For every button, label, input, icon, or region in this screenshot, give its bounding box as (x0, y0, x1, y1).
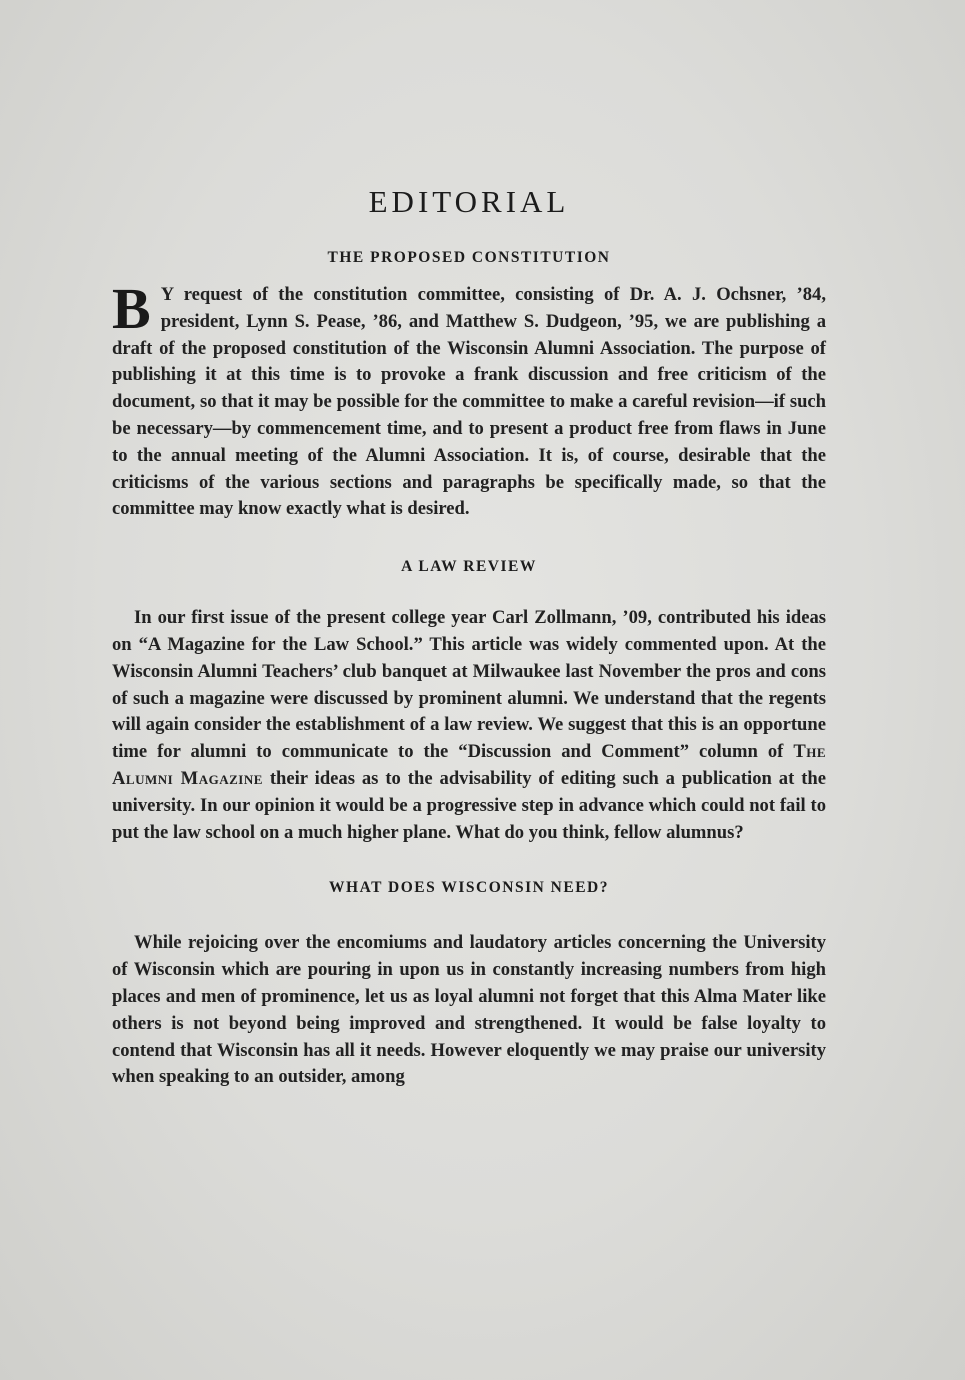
page-title: EDITORIAL (368, 184, 570, 219)
section-heading: A LAW REVIEW (401, 558, 537, 576)
section-wisconsin-need (112, 876, 826, 1091)
section-text: Y request of the constitution committee, consisting of Dr. A. J. Ochsner, ’84, president, Lynn S. Pease, ’86, and Matthew S. Dudgeon, ’95, we are publishing a draft of the proposed constitution of the Wisconsin Alumni Association. The purpose of publishing it at this time is to provoke a frank discussion and free criticism of the document, so that it may be possible for the committee to make a careful revision—if such be necessary—by commencement time, and to present a product free from flaws in June to the annual meeting of the Alumni Association. It is, of course, desirable that the criticisms of the various sections and paragraphs be specifically made, so that the committee may know exactly what is desired. (112, 284, 826, 520)
section-body (112, 930, 826, 1091)
magazine-name: The Alumni Magazine (112, 741, 826, 789)
drop-cap: B (112, 276, 151, 341)
section-text-before: In our first issue of the present college year Carl Zollmann, ’09, contributed his ideas on “A Magazine for the Law School.” This article was widely commented upon. At the Wisconsin Alumni Teachers’ club banquet at Milwaukee last November the pros and cons of such a magazine were discussed by prominent alumni. We understand that the regents will again consider the establishment of a law review. We suggest that this is an opportune time for alumni to communicate to the “Discussion and Comment” column of (112, 607, 826, 763)
section-body (112, 276, 826, 523)
section-text: While rejoicing over the encomiums and laudatory articles concerning the University of Wisconsin which are pouring in upon us in constantly increasing numbers from high places and men of prominence, let us as loyal alumni not forget that this Alma Mater like others is not beyond being improved and strengthened. It would be false loyalty to contend that Wisconsin has all it needs. However eloquently we may praise our university when speaking to an outsider, among (112, 932, 826, 1088)
editorial-content (112, 178, 826, 1091)
section-proposed-constitution (112, 246, 826, 523)
section-body (112, 605, 826, 846)
section-law-review (112, 555, 826, 846)
section-heading: WHAT DOES WISCONSIN NEED? (329, 879, 609, 897)
section-heading: THE PROPOSED CONSTITUTION (327, 249, 611, 266)
section-text-after: their ideas as to the advisability of editing such a publication at the university. In our opinion it would be a progressive step in advance which could not fail to put the law school on a much higher plane. What do you think, fellow alumnus? (112, 767, 826, 843)
